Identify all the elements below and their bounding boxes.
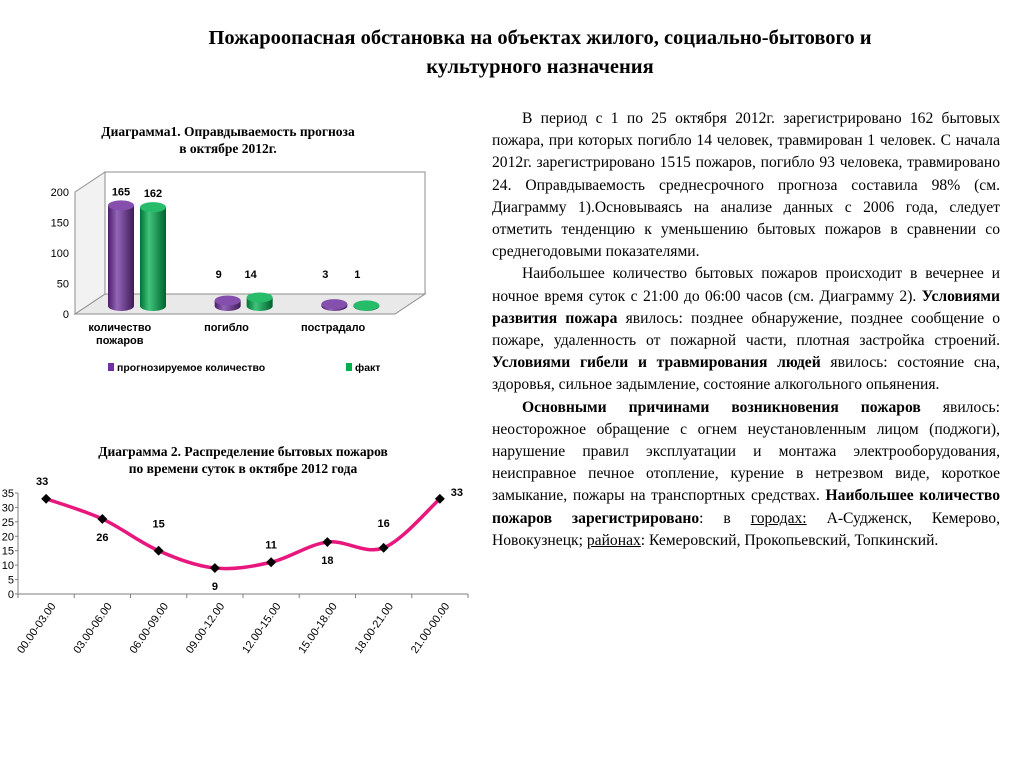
chart2-ytick-label: 20 xyxy=(1,531,14,544)
chart1-bar xyxy=(140,202,166,311)
chart1-legend-swatch xyxy=(346,363,352,371)
chart1-bar-top xyxy=(215,296,241,306)
chart1-category-label: пострадало xyxy=(301,322,366,334)
chart1-ytick-label: 100 xyxy=(50,248,69,260)
chart1-data-label: 9 xyxy=(215,269,222,281)
chart1-legend-label: прогнозируемое количество xyxy=(117,362,266,374)
chart2-data-label: 11 xyxy=(265,539,277,552)
chart2-title xyxy=(48,443,438,477)
paragraph-2-text-a: Наибольшее количество бытовых пожаров происходит в вечернее и ночное время суток с 21:00 до 06:00 часов (см. Диаграмму 2). xyxy=(492,265,1000,305)
chart1-data-label: 165 xyxy=(111,186,131,199)
chart1-title-line-1: Диаграмма1. Оправдываемость прогноза xyxy=(101,124,355,139)
chart2-category-label: 03.00-06.00 xyxy=(71,600,115,656)
chart2-ytick-label: 0 xyxy=(7,589,14,601)
chart1-bar xyxy=(321,299,347,311)
chart2-point xyxy=(41,494,51,504)
cities-label: городах: xyxy=(750,509,807,527)
chart1-data-label: 1 xyxy=(354,269,361,281)
paragraph-2 xyxy=(492,263,1000,396)
chart1-bar-top xyxy=(140,202,166,212)
chart2-category-label: 00.00-03.00 xyxy=(15,600,59,656)
chart1-legend-label: факт xyxy=(355,362,381,374)
chart1-bar xyxy=(215,296,241,311)
chart1-ytick-label: 200 xyxy=(50,187,69,199)
chart2-category-label: 18.00-21.00 xyxy=(352,600,397,656)
chart1-bar-top xyxy=(321,299,347,309)
districts-label: районах xyxy=(586,531,641,549)
chart1-title xyxy=(48,123,408,157)
chart2-data-label: 9 xyxy=(211,581,218,594)
chart2-category-label: 15.00-18.00 xyxy=(296,600,340,656)
districts-list: : Кемеровский, Прокопьевский, Топкинский. xyxy=(640,531,939,549)
chart2-point xyxy=(322,537,332,547)
chart1-side-wall xyxy=(75,172,105,314)
chart2-data-label: 33 xyxy=(36,475,49,488)
chart2-data-label: 26 xyxy=(96,531,109,544)
chart1-data-label: 162 xyxy=(143,188,163,201)
chart1-ytick-label: 0 xyxy=(62,309,69,321)
chart2-ytick-label: 35 xyxy=(1,488,14,500)
chart1-legend-swatch xyxy=(108,363,114,371)
page-title-line-2: культурного назначения xyxy=(426,56,654,78)
paragraph-3-bold-b: Наибольшее количество пожаров зарегистрировано xyxy=(492,487,1000,527)
chart2-ytick-label: 30 xyxy=(1,502,14,515)
chart1-bar-top xyxy=(108,200,134,210)
paragraph-2-bold-b: Условиями гибели и травмирования людей xyxy=(492,354,821,372)
chart2-category-label: 06.00-09.00 xyxy=(127,600,172,656)
chart1-ytick-label: 150 xyxy=(50,217,69,230)
chart1-bar-body xyxy=(140,207,166,311)
chart2-ytick-label: 15 xyxy=(1,545,14,558)
chart2-title-line-1: Диаграмма 2. Распределение бытовых пожаров xyxy=(98,444,388,459)
chart2-data-label: 16 xyxy=(377,517,390,530)
paragraph-3-text-b: : в xyxy=(699,509,731,527)
chart1-bar-body xyxy=(108,205,134,311)
chart1-data-label: 3 xyxy=(322,269,329,281)
paragraph-3 xyxy=(492,397,1000,552)
chart1-title-line-2: в октябре 2012г. xyxy=(179,141,277,156)
paragraph-3-bold-a: Основными причинами возникновения пожаров xyxy=(522,398,921,416)
chart2-point xyxy=(210,563,220,573)
chart1-bar-top xyxy=(353,300,379,310)
chart2-ytick-label: 25 xyxy=(1,516,14,529)
cities-list: А-Судженск, Кемерово, Новокузнецк; xyxy=(492,509,1000,549)
chart2-ytick-label: 10 xyxy=(1,560,14,573)
chart2-data-label: 33 xyxy=(450,486,463,499)
chart2-line-chart xyxy=(0,476,480,676)
paragraph-3-text-a: явилось: неосторожное обращение с огнем неустановленным лицом (поджоги), нарушение правил эксплуатации и монтажа электрооборудования, неисправное печное отопление, курение в нетрезвом виде, короткое замыкание, пожары на транспортных средствах. xyxy=(492,398,1000,505)
paragraph-2-text-b: явилось: позднее обнаружение, позднее сообщение о пожаре, удаленность от пожарной части, плотная застройка строений. xyxy=(492,309,1001,350)
chart2-title-line-2: по времени суток в октябре 2012 года xyxy=(128,461,358,476)
page-title xyxy=(110,24,970,82)
report-text xyxy=(492,108,1000,552)
chart1-bar xyxy=(353,300,379,311)
chart1-data-label: 14 xyxy=(244,269,257,281)
chart1-bar-chart xyxy=(40,176,440,386)
chart1-ytick-label: 50 xyxy=(56,278,69,291)
chart1-category-label: погибло xyxy=(204,322,249,334)
chart2-category-label: 21.00-00.00 xyxy=(408,600,453,656)
chart1-category-label: количество пожаров xyxy=(88,322,152,347)
chart1-bar xyxy=(108,200,134,311)
chart2-point xyxy=(266,557,276,567)
chart2-category-label: 12.00-15.00 xyxy=(240,600,284,656)
chart1-bar xyxy=(247,292,273,311)
chart2-data-label: 18 xyxy=(321,555,334,568)
paragraph-2-text-c: явилось: состояние сна, здоровья, сильное задымление, состояние алкогольного опьянения. xyxy=(492,354,1001,394)
chart2-ytick-label: 5 xyxy=(7,574,14,587)
chart2-data-label: 15 xyxy=(152,518,165,531)
paragraph-1: В период с 1 по 25 октября 2012г. зарегистрировано 162 бытовых пожара, при которых погибло 14 человек, травмирован 1 человек. С начала 2012г. зарегистрировано 1515 пожаров, погибло 93 человека, травмировано 24. Оправдываемость среднесрочного прогноза составила 98% (см. Диаграмму 1).Основываясь на анализе данных с 2006 года, следует отметить тенденцию к уменьшению бытовых пожаров в сравнении со среднегодовыми показателями. xyxy=(492,110,1000,261)
page-title-line-1: Пожароопасная обстановка на объектах жилого, социально-бытового и xyxy=(208,27,872,49)
chart2-category-label: 09.00-12.00 xyxy=(183,600,228,656)
chart1-bar-top xyxy=(247,292,273,302)
paragraph-2-bold-a: Условиями развития пожара xyxy=(492,287,1000,327)
